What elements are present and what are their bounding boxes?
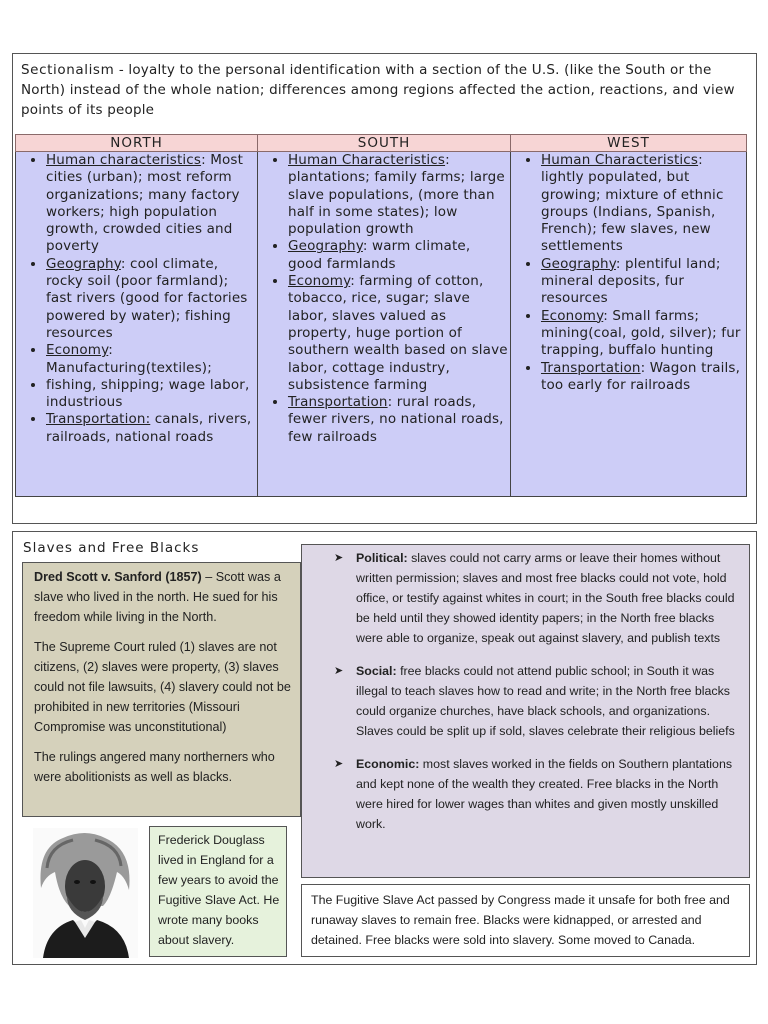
sectionalism-text: - loyalty to the personal identification with a section of the U.S. (like the South or the North) instead of the whole nation; differences among regions affected the action, reactions, and view points of its people bbox=[21, 62, 735, 118]
south-item: • Geography: warm climate, good farmlands bbox=[288, 238, 508, 273]
header-west: WEST bbox=[511, 135, 747, 152]
south-item: • Human Characteristics: plantations; family farms; large slave populations, (more than half in some states); low population growth bbox=[288, 152, 508, 238]
north-column bbox=[16, 152, 258, 497]
south-column bbox=[258, 152, 511, 497]
dred-heading: Dred Scott v. Sanford (1857) bbox=[34, 570, 202, 584]
south-item: • Economy: farming of cotton, tobacco, rice, sugar; slave labor, slaves valued as property, huge portion of southern wealth based on slave labor, cottage industry, subsistence farming bbox=[288, 273, 508, 394]
north-item: • fishing, shipping; wage labor, industrious bbox=[46, 377, 255, 412]
west-item: • Transportation: Wagon trails, too early for railroads bbox=[541, 360, 744, 395]
conditions-box bbox=[301, 544, 750, 878]
north-item: • Geography: cool climate, rocky soil (poor farmland); fast rivers (good for factories powered by water); fishing resources bbox=[46, 256, 255, 342]
frederick-douglass-portrait bbox=[33, 828, 138, 958]
north-item: • Transportation: canals, rivers, railroads, national roads bbox=[46, 411, 255, 446]
south-item: • Transportation: rural roads, fewer rivers, no national roads, few railroads bbox=[288, 394, 508, 446]
west-item: • Economy: Small farms; mining(coal, gold, silver); fur trapping, buffalo hunting bbox=[541, 308, 744, 360]
west-item: • Geography: plentiful land; mineral deposits, fur resources bbox=[541, 256, 744, 308]
arrow-bullet-icon: ➤ bbox=[334, 665, 344, 677]
slaves-free-blacks-section bbox=[12, 531, 757, 965]
sectionalism-term: Sectionalism bbox=[21, 62, 115, 78]
dred-scott-box bbox=[22, 562, 301, 817]
header-north: NORTH bbox=[16, 135, 258, 152]
list-item: ➤ Political: slaves could not carry arms or leave their homes without written permission; slaves and most free blacks could not vote, hold office, or testify against whites in court; in the South free blacks could be held until they showed identity papers; in the North free blacks were able to organize, speak out against slavery, and publish texts bbox=[314, 548, 741, 648]
dred-paragraph-3: The rulings angered many northerners who were abolitionists as well as blacks. bbox=[34, 750, 275, 784]
arrow-bullet-icon: ➤ bbox=[334, 758, 344, 770]
arrow-bullet-icon: ➤ bbox=[334, 552, 344, 564]
list-item: ➤ Social: free blacks could not attend public school; in South it was illegal to teach slaves how to read and write; in the North free blacks could organize churches, have black schools, and organizations. Slaves could be split up if sold, slaves celebrate their religious beliefs bbox=[314, 661, 741, 741]
sectionalism-definition bbox=[21, 60, 746, 120]
fugitive-slave-act-box: The Fugitive Slave Act passed by Congress made it unsafe for both free and runaway slaves to remain free. Blacks were kidnapped, or arrested and detained. Free blacks were sold into slavery. Some moved to Canada. bbox=[301, 884, 750, 957]
sectionalism-section bbox=[12, 53, 757, 524]
west-column bbox=[511, 152, 747, 497]
north-item: • Economy: Manufacturing(textiles); bbox=[46, 342, 255, 377]
dred-paragraph-2: The Supreme Court ruled (1) slaves are not citizens, (2) slaves were property, (3) slaves could not file lawsuits, (4) slavery could not be prohibited in new territories (Missouri Compromise was unconstitutional) bbox=[34, 640, 291, 734]
north-item: • Human characteristics: Most cities (urban); most reform organizations; many factory workers; high population growth, crowded cities and poverty bbox=[46, 152, 255, 256]
list-item: ➤ Economic: most slaves worked in the fields on Southern plantations and kept none of the wealth they created. Free blacks in the North were hired for lower wages than whites and given mostly unskilled work. bbox=[314, 754, 741, 834]
regions-table bbox=[15, 134, 747, 497]
douglass-box: Frederick Douglass lived in England for a few years to avoid the Fugitive Slave Act. He wrote many books about slavery. bbox=[149, 826, 287, 957]
section-title: Slaves and Free Blacks bbox=[23, 540, 200, 556]
header-south: SOUTH bbox=[258, 135, 511, 152]
west-item: • Human Characteristics: lightly populated, but growing; mixture of ethnic groups (Indians, Spanish, French); few slaves, new settlements bbox=[541, 152, 744, 256]
dred-paragraph-1: Dred Scott v. Sanford (1857) – Scott was a slave who lived in the north. He sued for his freedom while living in the North. bbox=[34, 570, 281, 624]
